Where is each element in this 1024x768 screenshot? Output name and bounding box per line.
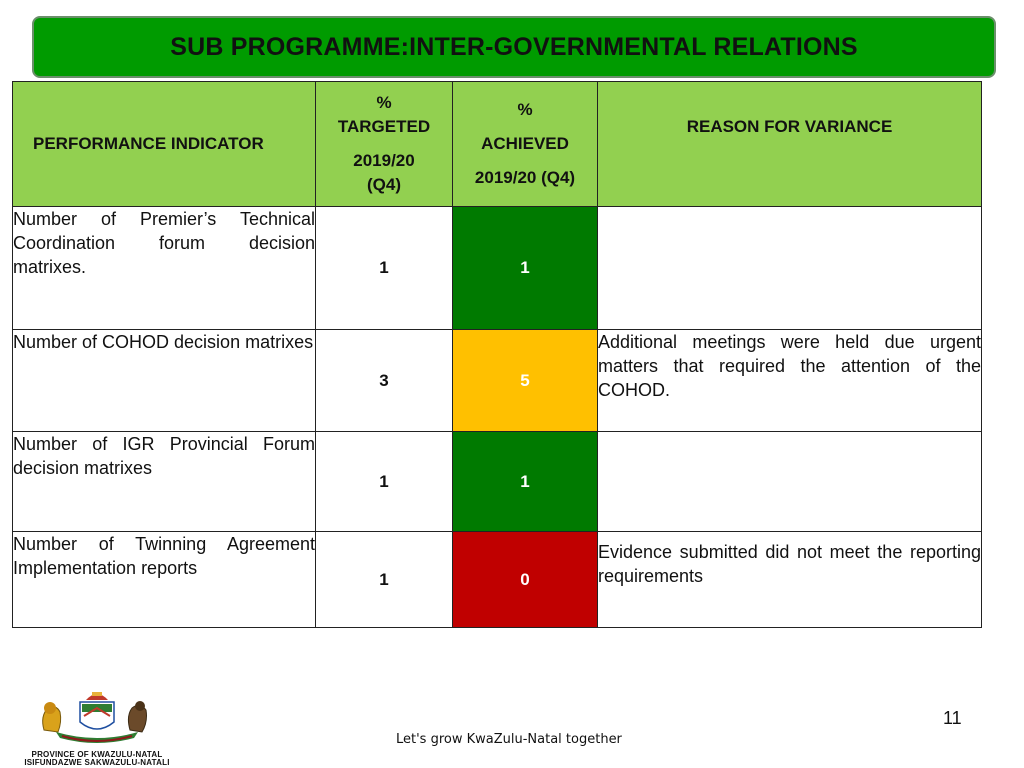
header-achieved-label: ACHIEVED	[481, 134, 569, 153]
performance-table	[12, 81, 982, 628]
header-achieved-percent: %	[517, 100, 533, 119]
header-performance-indicator: PERFORMANCE INDICATOR	[13, 82, 316, 207]
achieved-cell: 5	[453, 330, 598, 432]
reason-cell: Additional meetings were held due urgent matters that required the attention of the COHOD.	[598, 330, 982, 432]
indicator-cell: Number of IGR Provincial Forum decision matrixes	[13, 432, 316, 532]
table-row	[13, 207, 982, 330]
indicator-cell: Number of Premier’s Technical Coordination forum decision matrixes.	[13, 207, 316, 330]
indicator-cell: Number of COHOD decision matrixes	[13, 330, 316, 432]
reason-cell	[598, 432, 982, 532]
page-title: SUB PROGRAMME:INTER-GOVERNMENTAL RELATIONS	[170, 32, 858, 61]
reason-cell: Evidence submitted did not meet the reporting requirements	[598, 532, 982, 628]
header-targeted-percent: %	[376, 93, 392, 112]
table-header-row	[13, 82, 982, 207]
achieved-cell: 1	[453, 432, 598, 532]
header-reason-for-variance: REASON FOR VARIANCE	[598, 82, 982, 207]
targeted-cell: 3	[316, 330, 453, 432]
table-row	[13, 432, 982, 532]
achieved-cell: 1	[453, 207, 598, 330]
table-row	[13, 532, 982, 628]
logo-caption-english: PROVINCE OF KWAZULU-NATAL	[31, 750, 163, 759]
table-row	[13, 330, 982, 432]
header-achieved-period: 2019/20 (Q4)	[474, 168, 576, 187]
targeted-cell: 1	[316, 207, 453, 330]
page-number: 11	[943, 708, 962, 728]
achieved-cell: 0	[453, 532, 598, 628]
header-achieved	[453, 82, 598, 207]
header-targeted	[316, 82, 453, 207]
footer-slogan: Let's grow KwaZulu-Natal together	[396, 732, 622, 747]
indicator-cell: Number of Twinning Agreement Implementation reports	[13, 532, 316, 628]
header-targeted-quarter: (Q4)	[367, 175, 401, 194]
targeted-cell: 1	[316, 532, 453, 628]
header-targeted-year: 2019/20	[353, 151, 415, 170]
logo-caption-zulu: ISIFUNDAZWE SAKWAZULU-NATALI	[24, 758, 170, 767]
targeted-cell: 1	[316, 432, 453, 532]
title-banner	[32, 16, 996, 78]
reason-cell	[598, 207, 982, 330]
header-targeted-label: TARGETED	[337, 117, 431, 136]
